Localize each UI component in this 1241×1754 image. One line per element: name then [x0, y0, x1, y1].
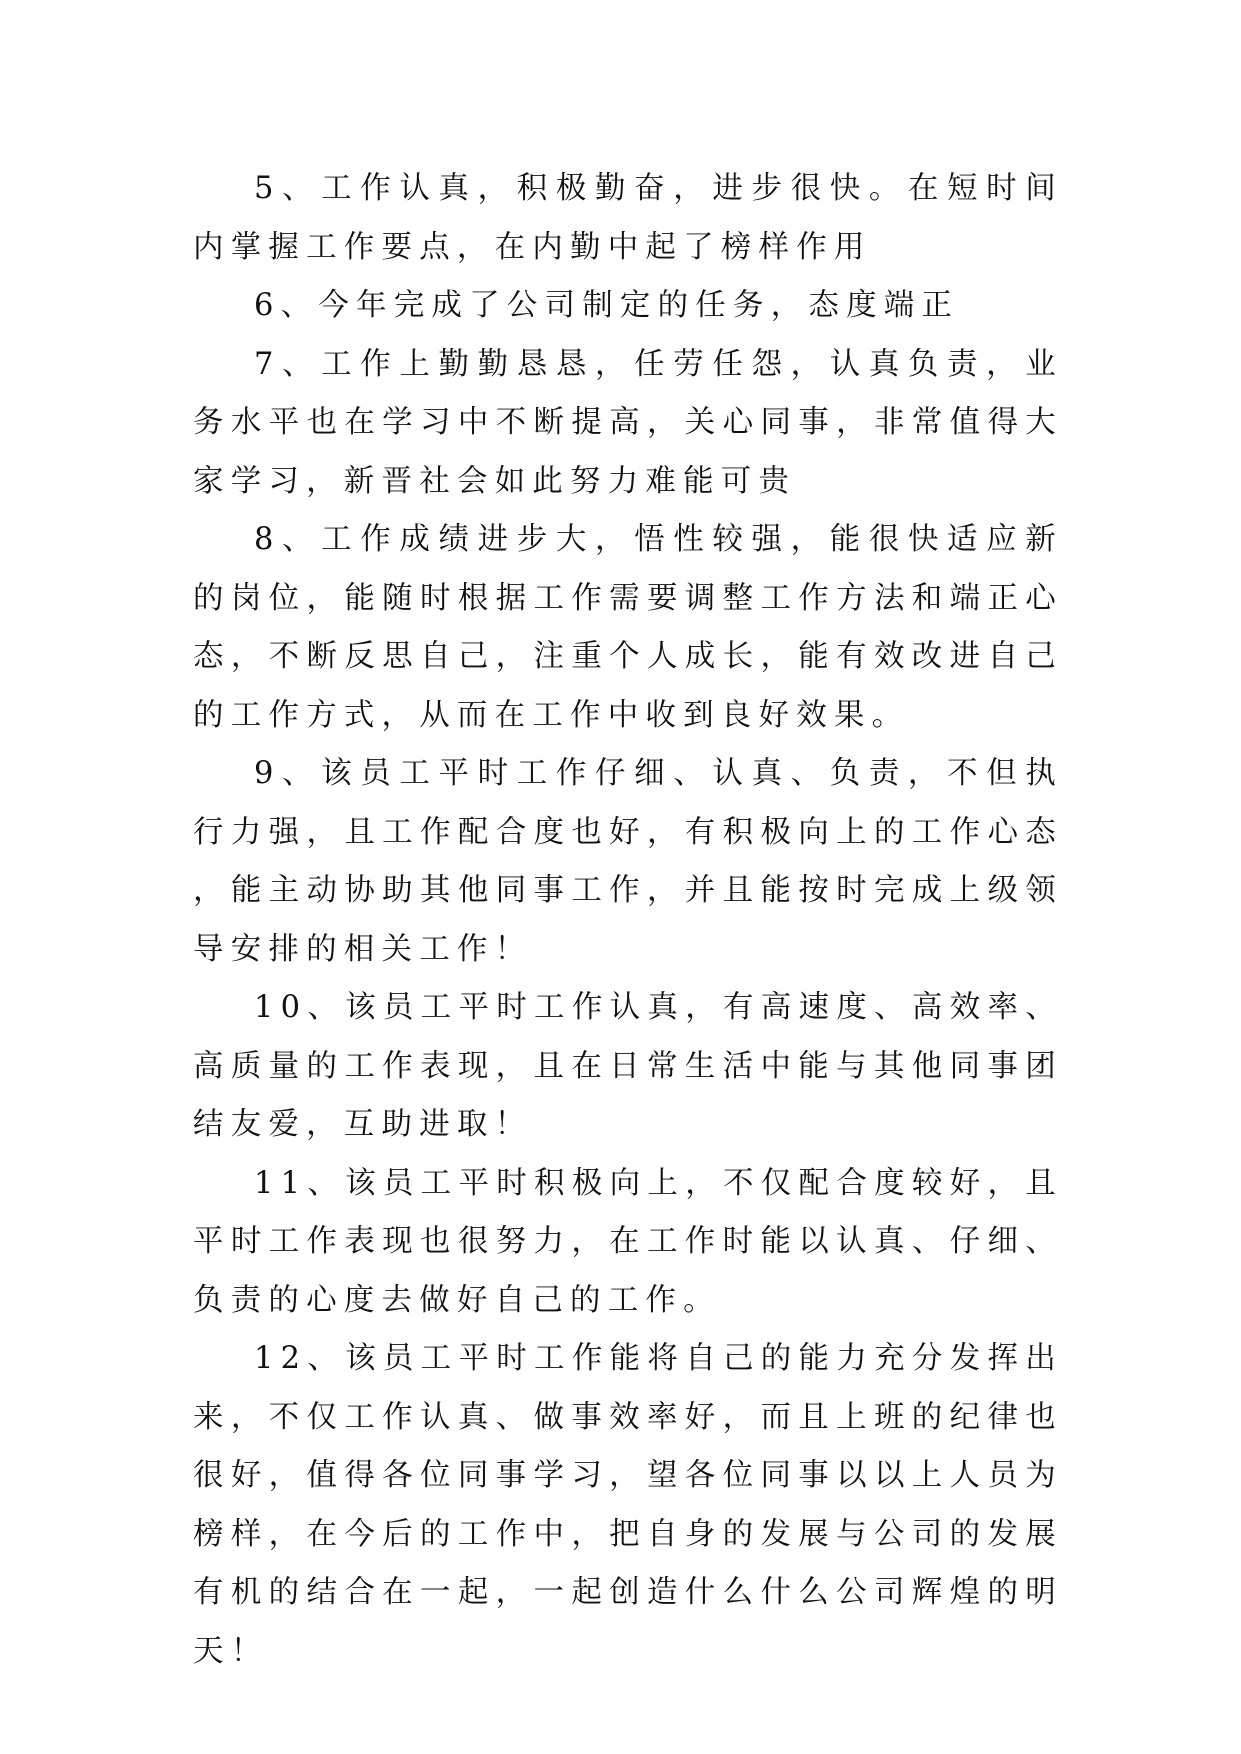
paragraph-10: 10、该员工平时工作认真，有高速度、高效率、高质量的工作表现，且在日常生活中能与其他同事团结友爱，互助进取！	[193, 990, 1063, 1142]
paragraph-12: 12、该员工平时工作能将自己的能力充分发挥出来，不仅工作认真、做事效率好，而且上班的纪律也很好，值得各位同事学习，望各位同事以以上人员为榜样，在今后的工作中，把自身的发展与公司的发展有机的结合在一起，一起创造什么什么公司辉煌的明天！	[193, 1341, 1063, 1669]
paragraph-9: 9、该员工平时工作仔细、认真、负责，不但执行力强，且工作配合度也好，有积极向上的工作心态，能主动协助其他同事工作，并且能按时完成上级领导安排的相关工作！	[193, 756, 1063, 967]
paragraph-5: 5、工作认真，积极勤奋，进步很快。在短时间内掌握工作要点，在内勤中起了榜样作用	[193, 171, 1063, 265]
paragraph-8: 8、工作成绩进步大，悟性较强，能很快适应新的岗位，能随时根据工作需要调整工作方法和端正心态，不断反思自己，注重个人成长，能有效改进自己的工作方式，从而在工作中收到良好效果。	[193, 522, 1063, 733]
paragraph-6: 6、今年完成了公司制定的任务，态度端正	[254, 288, 960, 323]
document-page	[193, 160, 1063, 1681]
paragraph-7: 7、工作上勤勤恳恳，任劳任怨，认真负责，业务水平也在学习中不断提高，关心同事，非常值得大家学习，新晋社会如此努力难能可贵	[193, 346, 1063, 499]
paragraph-11: 11、该员工平时积极向上，不仅配合度较好，且平时工作表现也很努力，在工作时能以认真、仔细、负责的心度去做好自己的工作。	[193, 1165, 1063, 1318]
